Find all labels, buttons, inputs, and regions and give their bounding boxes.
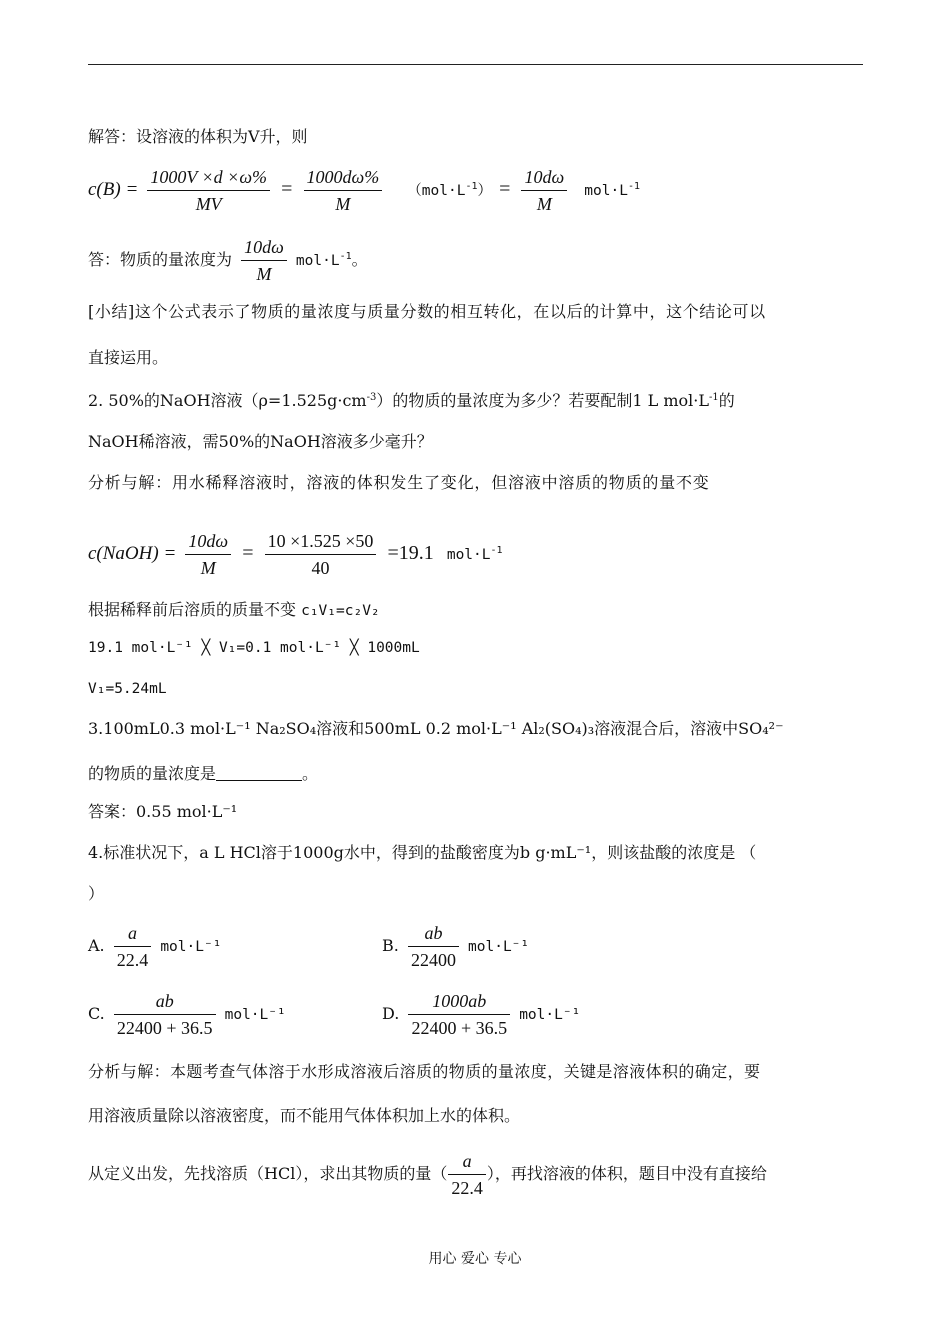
- definition-text-b: ），再找溶液的体积，题目中没有直接给: [486, 1164, 767, 1183]
- option-d: [382, 990, 580, 1039]
- question-3-line-2: 的物质的量浓度是 。: [88, 764, 319, 783]
- fraction-denominator: M: [241, 260, 287, 285]
- answer-unit: $mol\cdot L^{-1}$: [295, 251, 352, 269]
- fraction-numerator: 1000ab: [432, 991, 487, 1011]
- question-3-answer: 答案：0.55 mol·L⁻¹: [88, 802, 238, 821]
- question-4-line-2: ）: [88, 884, 105, 903]
- option-label: C.: [88, 1004, 105, 1023]
- option-fraction: [114, 990, 216, 1039]
- option-a: [88, 922, 221, 971]
- option-fraction: [114, 922, 152, 971]
- unit-paren: $(mol\cdot L^{-1})$: [407, 181, 492, 199]
- option-unit: mol·L⁻¹: [160, 939, 222, 955]
- dilution-principle: 根据稀释前后溶质的质量不变 c₁V₁=c₂V₂: [88, 600, 380, 619]
- option-fraction: [408, 922, 459, 971]
- fraction-numerator: 1000dω%: [306, 167, 380, 187]
- fraction-denominator: 22400 + 36.5: [408, 1014, 510, 1039]
- dilution-step-2: V₁=5.24mL: [88, 681, 167, 697]
- question-2-line-2: NaOH稀溶液，需50%的NaOH溶液多少毫升？: [88, 432, 433, 451]
- fraction-denominator: M: [521, 190, 567, 215]
- fraction-denominator: 40: [265, 554, 377, 579]
- fraction-denominator: 22400 + 36.5: [114, 1014, 216, 1039]
- formula-lhs: c(B) =: [88, 179, 139, 200]
- answer-prefix: 答：物质的量浓度为: [88, 250, 233, 269]
- dilution-step-1: 19.1 mol·L⁻¹ ╳ V₁=0.1 mol·L⁻¹ ╳ 1000mL: [88, 640, 420, 656]
- option-label: B.: [382, 936, 399, 955]
- answer-conclusion: [88, 236, 368, 285]
- fraction-numerator: 10dω: [188, 531, 229, 551]
- fraction-numerator: 10dω: [244, 237, 284, 257]
- option-unit: mol·L⁻¹: [519, 1007, 581, 1023]
- fraction-numerator: 10 ×1.525 ×50: [267, 531, 374, 551]
- dilution-equation: c₁V₁=c₂V₂: [301, 603, 380, 619]
- option-label: A.: [88, 936, 105, 955]
- fraction-2: [304, 166, 383, 215]
- page-footer: 用心 爱心 专心: [428, 1251, 522, 1267]
- fraction-denominator: 22400: [408, 946, 459, 971]
- option-c: [88, 990, 286, 1039]
- equals-sign: =: [281, 178, 293, 200]
- fraction-denominator: 22.4: [114, 946, 152, 971]
- summary-line-2: 直接运用。: [88, 348, 169, 367]
- formula-lhs: c(NaOH) =: [88, 543, 177, 564]
- definition-fraction: [448, 1150, 486, 1199]
- fraction-denominator: MV: [147, 190, 270, 215]
- fraction-denominator: M: [304, 190, 383, 215]
- option-label: D.: [382, 1004, 400, 1023]
- fraction-numerator: a: [462, 1151, 472, 1171]
- question-3-line-1: 3.100mL0.3 mol·L⁻¹ Na₂SO₄溶液和500mL 0.2 mol·L⁻¹ Al₂(SO₄)₃溶液混合后，溶液中SO₄²⁻: [88, 719, 784, 738]
- summary-line-1: [小结]这个公式表示了物质的量浓度与质量分数的相互转化，在以后的计算中，这个结论可以: [88, 302, 766, 321]
- fraction-1: [185, 530, 231, 579]
- question-4-line-1: 4.标准状况下，a L HCl溶于1000g水中，得到的盐酸密度为b g·mL⁻¹，则该盐酸的浓度是 （: [88, 843, 757, 862]
- formula-c-b: [88, 166, 640, 215]
- fraction-numerator: 10dω: [524, 167, 565, 187]
- equals-sign: =: [242, 542, 254, 564]
- option-b: [382, 922, 529, 971]
- question-4-analysis-2: 用溶液质量除以溶液密度，而不能用气体体积加上水的体积。: [88, 1106, 521, 1125]
- question-4-definition: [88, 1150, 767, 1199]
- question-2-analysis: 分析与解：用水稀释溶液时，溶液的体积发生了变化，但溶液中溶质的物质的量不变: [88, 473, 710, 492]
- result-value: =19.1: [387, 542, 434, 564]
- fraction-denominator: 22.4: [448, 1174, 486, 1199]
- option-unit: mol·L⁻¹: [468, 939, 530, 955]
- fraction-numerator: 1000V ×d ×ω%: [150, 167, 268, 187]
- unit: $mol\cdot L^{-1}$: [584, 181, 640, 199]
- fraction-numerator: ab: [424, 923, 443, 943]
- answer-fraction: [241, 236, 287, 285]
- formula-c-naoh: [88, 530, 503, 579]
- fraction-2: [265, 530, 377, 579]
- header-rule: [88, 64, 863, 65]
- fraction-numerator: ab: [155, 991, 174, 1011]
- question-2-line-1: 2. 50%的NaOH溶液$(\rho=1.525g\cdot cm^{-3})$的物质的量浓度为多少？若要配制1 L $mol\cdot L^{-1}$的: [88, 391, 735, 410]
- fraction-numerator: a: [127, 923, 137, 943]
- answer-tail: 。: [351, 250, 368, 269]
- equals-sign: =: [499, 178, 511, 200]
- answer-intro: 解答：设溶液的体积为V升，则: [88, 127, 308, 146]
- fraction-1: [147, 166, 270, 215]
- unit: $mol\cdot L^{-1}$: [446, 545, 503, 563]
- question-4-analysis-1: 分析与解：本题考查气体溶于水形成溶液后溶质的物质的量浓度，关键是溶液体积的确定，要: [88, 1062, 761, 1081]
- fraction-3: [521, 166, 567, 215]
- option-fraction: [408, 990, 510, 1039]
- option-unit: mol·L⁻¹: [224, 1007, 286, 1023]
- fraction-denominator: M: [185, 554, 231, 579]
- answer-blank: [216, 764, 302, 781]
- definition-text-a: 从定义出发，先找溶质（HCl），求出其物质的量（: [88, 1164, 448, 1183]
